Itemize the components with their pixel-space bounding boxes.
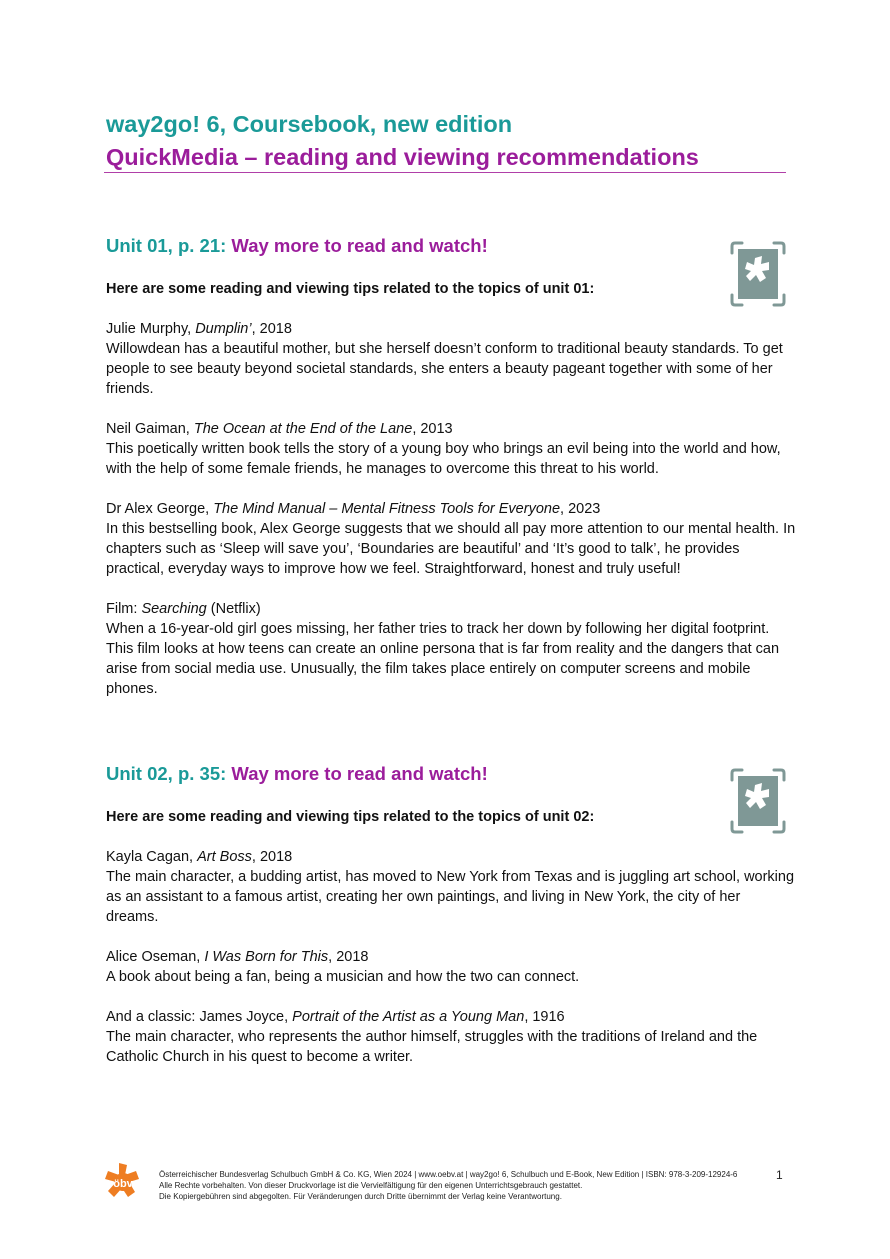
item-year: , 2018 (251, 849, 293, 865)
item-year: , 2018 (328, 949, 369, 965)
page-number: 1 (776, 1168, 783, 1182)
section-heading (106, 761, 796, 787)
item-author: Film: (106, 601, 142, 617)
recommendation-item (106, 319, 796, 399)
item-title: Searching (141, 601, 207, 617)
recommendation-description: This poetically written book tells the story of a young boy who brings an evil being into the world and how, with the help of some female friends, he manages to overcome this threat to his world. (106, 441, 781, 477)
logo-text: öbv (113, 1178, 133, 1190)
publisher-logo (104, 1163, 142, 1203)
page-subtitle: QuickMedia – reading and viewing recommendations (106, 144, 699, 170)
item-title: The Mind Manual – Mental Fitness Tools for Everyone (213, 501, 561, 517)
section-title: Way more to read and watch! (231, 235, 488, 256)
footer-legal (159, 1169, 737, 1202)
item-title: Portrait of the Artist as a Young Man (292, 1009, 525, 1025)
item-year: , 2023 (560, 501, 601, 517)
footer-line: Alle Rechte vorbehalten. Von dieser Druckvorlage ist die Vervielfältigung für den eigenen Unterrichtsgebrauch gestattet. (159, 1181, 583, 1190)
recommendation-description: A book about being a fan, being a musician and how the two can connect. (106, 969, 580, 985)
footer-line: Die Kopiergebühren sind abgegolten. Für Veränderungen durch Dritte übernimmt der Verlag keine Verantwortung. (159, 1192, 562, 1201)
quickmedia-icon[interactable] (729, 767, 787, 835)
page-header (106, 108, 786, 174)
item-title: Dumplin’ (195, 321, 252, 337)
recommendation-citation (106, 599, 796, 619)
header-divider (104, 172, 786, 173)
unit-01-section (106, 233, 796, 697)
recommendation-citation (106, 847, 796, 867)
recommendation-citation (106, 1007, 796, 1027)
item-year: , 1916 (524, 1009, 565, 1025)
recommendation-description: The main character, a budding artist, has moved to New York from Texas and is juggling art school, working as an assistant to a famous artist, creating her own paintings, and living in New York, the city of her dreams. (106, 869, 795, 925)
item-year: , 2013 (412, 421, 453, 437)
recommendation-description: Willowdean has a beautiful mother, but she herself doesn’t conform to traditional beauty standards. To get people to see beauty beyond societal standards, she enters a beauty pageant together with some of her friends. (106, 341, 783, 397)
item-title: The Ocean at the End of the Lane (193, 421, 413, 437)
page-title: way2go! 6, Coursebook, new edition (106, 111, 513, 137)
section-title: Way more to read and watch! (231, 763, 488, 784)
footer-line: Österreichischer Bundesverlag Schulbuch GmbH & Co. KG, Wien 2024 | www.oebv.at | way2go! 6, Schulbuch und E-Book, New Edition | ISBN: 978-3-209-12924-6 (159, 1170, 738, 1179)
recommendation-citation (106, 499, 796, 519)
recommendation-item (106, 419, 796, 479)
item-year: (Netflix) (206, 601, 261, 617)
item-author: Kayla Cagan, (106, 849, 198, 865)
item-author: Dr Alex George, (106, 501, 214, 517)
item-author: Julie Murphy, (106, 321, 196, 337)
recommendation-description: The main character, who represents the author himself, struggles with the traditions of Ireland and the Catholic Church in his quest to become a writer. (106, 1029, 758, 1065)
section-heading (106, 233, 796, 259)
recommendation-citation (106, 947, 796, 967)
unit-reference: Unit 02, p. 35: (106, 763, 227, 784)
section-intro: Here are some reading and viewing tips related to the topics of unit 02: (106, 809, 595, 825)
unit-reference: Unit 01, p. 21: (106, 235, 227, 256)
quickmedia-icon[interactable] (729, 240, 787, 308)
unit-02-section (106, 761, 796, 1065)
section-intro: Here are some reading and viewing tips related to the topics of unit 01: (106, 281, 595, 297)
recommendation-description: When a 16-year-old girl goes missing, her father tries to track her down by following her digital footprint. This film looks at how teens can create an online persona that is far from reality and the dangers that can arise from social media use. Unusually, the film takes place entirely on computer screens and mobile phones. (106, 621, 780, 697)
recommendation-item (106, 1007, 796, 1067)
recommendation-description: In this bestselling book, Alex George suggests that we should all pay more attention to our mental health. In chapters such as ‘Sleep will save you’, ‘Boundaries are beautiful’ and ‘It’s good to talk’, he provides practical, everyday ways to improve how we feel. Straightforward, honest and truly useful! (106, 521, 796, 577)
item-author: Alice Oseman, (106, 949, 205, 965)
recommendation-item (106, 599, 796, 699)
recommendation-citation (106, 419, 796, 439)
recommendation-item (106, 499, 796, 579)
item-year: , 2018 (251, 321, 292, 337)
recommendation-citation (106, 319, 796, 339)
recommendation-item (106, 947, 796, 987)
item-author: Neil Gaiman, (106, 421, 194, 437)
item-title: I Was Born for This (204, 949, 329, 965)
item-title: Art Boss (197, 849, 252, 865)
recommendation-item (106, 847, 796, 927)
item-author: And a classic: James Joyce, (106, 1009, 293, 1025)
